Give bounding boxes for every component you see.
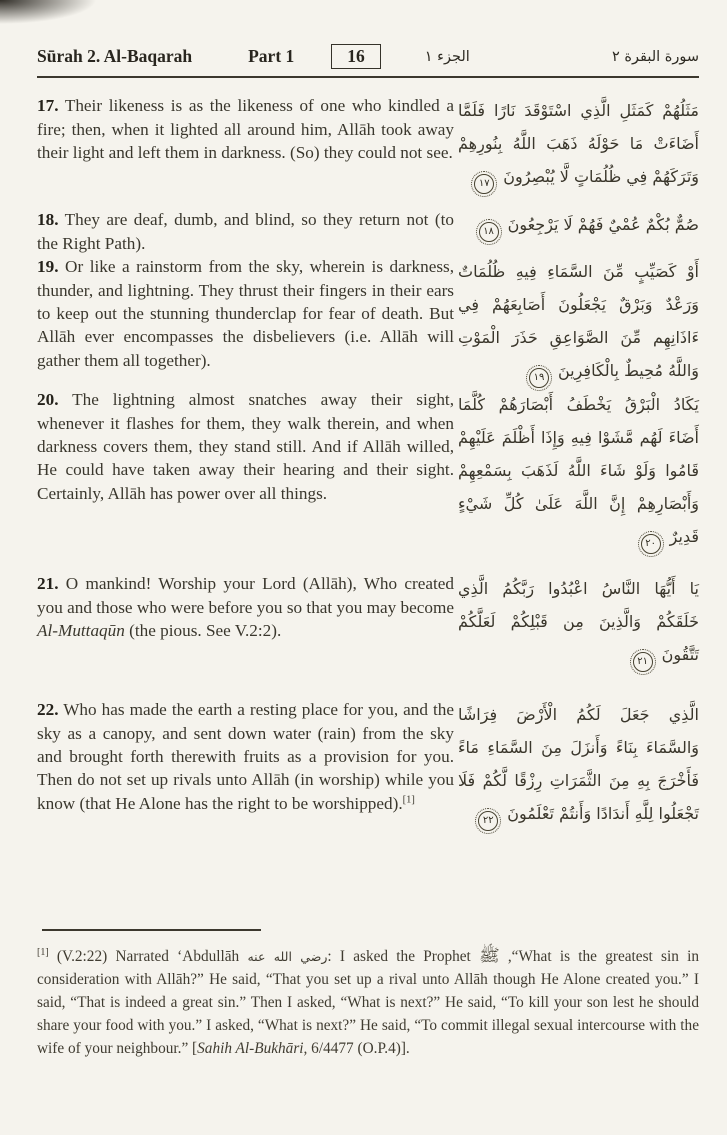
verse-19-number: 19. bbox=[37, 257, 59, 277]
verse-19-arabic-text: أَوْ كَصَيِّبٍ مِّنَ السَّمَاءِ فِيهِ ظُلُمَاتٌ وَرَعْدٌ وَبَرْقٌ يَجْعَلُونَ أَصَابِعَهُمْ فِي ءَاذَانِهِم مِّنَ الصَّوَاعِقِ حَذَرَ الْمَوْتِ وَاللَّهُ مُحِيطٌ بِالْكَافِرِينَ bbox=[458, 262, 699, 381]
footnote-divider bbox=[42, 929, 261, 931]
surah-title-arabic: سورة البقرة ٢ bbox=[611, 48, 699, 65]
page-number: 16 bbox=[347, 46, 365, 66]
verse-17-arabic-text: مَثَلُهُمْ كَمَثَلِ الَّذِي اسْتَوْقَدَ نَارًا فَلَمَّا أَضَاءَتْ مَا حَوْلَهُ ذَهَبَ اللَّهُ بِنُورِهِمْ وَتَرَكَهُمْ فِي ظُلُمَاتٍ لَّا يُبْصِرُونَ bbox=[458, 101, 699, 187]
verse-17-english bbox=[37, 94, 454, 194]
verse-row-19 bbox=[37, 255, 699, 388]
verse-row-20 bbox=[37, 388, 699, 554]
ayah-end-medallion bbox=[633, 652, 653, 672]
verse-21-arabic bbox=[458, 572, 699, 672]
footnote-source-italic: Sahih Al-Bukhāri, bbox=[197, 1040, 308, 1058]
footnote-text-1: (V.2:22) Narrated ‘Abdullāh bbox=[48, 948, 248, 966]
verse-19-english-text: Or like a rainstorm from the sky, wherein is darkness, thunder, and lightning. They thrust their fingers in their ears to keep out the stunning thunderclap for fear of death. But Allāh ever encompasses the disbelievers (i.e. Allāh will gather them all together). bbox=[37, 257, 454, 370]
verse-18-number: 18. bbox=[37, 210, 59, 230]
ayah-end-medallion bbox=[641, 534, 661, 554]
footnote-section bbox=[37, 929, 699, 1060]
surah-title-english: Sūrah 2. Al-Baqarah bbox=[37, 46, 193, 66]
verse-21-number: 21. bbox=[37, 574, 59, 594]
verse-21-english bbox=[37, 572, 454, 672]
verse-21-arabic-text: يَا أَيُّهَا النَّاسُ اعْبُدُوا رَبَّكُمُ الَّذِي خَلَقَكُمْ وَالَّذِينَ مِن قَبْلِكُمْ لَعَلَّكُمْ تَتَّقُونَ bbox=[458, 579, 699, 665]
verse-row-17 bbox=[37, 94, 699, 194]
verse-20-arabic-text: يَكَادُ الْبَرْقُ يَخْطَفُ أَبْصَارَهُمْ كُلَّمَا أَضَاءَ لَهُم مَّشَوْا فِيهِ وَإِذَا أَظْلَمَ عَلَيْهِمْ قَامُوا وَلَوْ شَاءَ اللَّهُ لَذَهَبَ بِسَمْعِهِمْ وَأَبْصَارِهِمْ إِنَّ اللَّهَ عَلَىٰ كُلِّ شَيْءٍ قَدِيرٌ bbox=[458, 395, 699, 547]
verse-21-term-italic: Al-Muttaqūn bbox=[37, 620, 125, 640]
verse-17-arabic bbox=[458, 94, 699, 194]
verse-17-number: 17. bbox=[37, 96, 59, 116]
ayah-end-medallion bbox=[474, 174, 494, 194]
ayah-number: ١٧ bbox=[478, 178, 490, 190]
verse-22-number: 22. bbox=[37, 700, 59, 720]
verse-22-english-text: Who has made the earth a resting place for you, and the sky as a canopy, and sent down water (rain) from the sky and brought forth therewith fruits as a provision for you. Then do not set up rivals unto Allāh (in worship) while you know (that He Alone has the right to be worshipped). bbox=[37, 700, 454, 813]
verse-22-arabic-text: الَّذِي جَعَلَ لَكُمُ الْأَرْضَ فِرَاشًا وَالسَّمَاءَ بِنَاءً وَأَنزَلَ مِنَ السَّمَاءِ مَاءً فَأَخْرَجَ بِهِ مِنَ الثَّمَرَاتِ رِزْقًا لَّكُمْ فَلَا تَجْعَلُوا لِلَّهِ أَندَادًا وَأَنتُمْ تَعْلَمُونَ bbox=[458, 705, 699, 824]
ayah-number: ٢٢ bbox=[482, 815, 494, 827]
ayah-end-medallion bbox=[479, 222, 499, 242]
verse-21-english-text-end: (the pious. See V.2:2). bbox=[124, 620, 282, 640]
page-number-box bbox=[331, 44, 381, 69]
ayah-number: ١٩ bbox=[533, 372, 545, 384]
verse-20-number: 20. bbox=[37, 390, 59, 410]
verse-18-english-text: They are deaf, dumb, and blind, so they return not (to the Right Path). bbox=[37, 210, 454, 253]
verse-17-english-text: Their likeness is as the likeness of one who kindled a fire; then, when it lighted all around him, Allāh took away their light and left them in darkness. (So) they could not see. bbox=[37, 96, 454, 163]
ayah-end-medallion bbox=[478, 811, 498, 831]
verse-21-english-text: O mankind! Worship your Lord (Allāh), Who created you and those who were before you so that you may become bbox=[37, 574, 455, 617]
part-label: Part 1 bbox=[248, 46, 295, 66]
verse-22-english bbox=[37, 698, 454, 831]
ayah-number: ٢٠ bbox=[645, 538, 657, 550]
verses-section bbox=[37, 94, 699, 831]
scan-artifact bbox=[0, 0, 96, 24]
prophet-salutation-glyph: ﷺ bbox=[479, 946, 500, 967]
footnote-marker: [1] bbox=[37, 947, 49, 958]
verse-19-arabic bbox=[458, 255, 699, 388]
verse-20-english bbox=[37, 388, 454, 554]
verse-row-21 bbox=[37, 572, 699, 672]
verse-20-english-text: The lightning almost snatches away their sight, whenever it flashes for them, they walk therein, and when darkness covers them, they stand still. And if Allāh willed, He could have taken away their hearing and their sight. Certainly, Allāh has power over all things. bbox=[37, 390, 454, 503]
footnote-arabic-honorific: رضي الله عنه bbox=[247, 949, 328, 965]
verse-row-22 bbox=[37, 698, 699, 831]
verse-18-arabic bbox=[458, 208, 699, 255]
verse-18-arabic-text: صُمٌّ بُكْمٌ عُمْيٌ فَهُمْ لَا يَرْجِعُونَ bbox=[507, 215, 699, 235]
verse-20-arabic bbox=[458, 388, 699, 554]
page-header bbox=[37, 44, 699, 69]
ayah-number: ٢١ bbox=[637, 656, 648, 668]
ayah-end-medallion bbox=[529, 368, 549, 388]
verse-19-english bbox=[37, 255, 454, 388]
footnote-text-3: ,“What is the greatest sin in consideration with Allāh?” He said, “That you set up a rival unto Allāh though He Alone created you.” I said, “That is indeed a great sin.” Then I asked, “What is next?” He said, “To kill your son lest he should share your food with you.” I asked, “What is next?” He said, “To commit illegal sexual intercourse with the wife of your neighbour.” [ bbox=[37, 948, 700, 1058]
ayah-number: ١٨ bbox=[483, 226, 494, 238]
juz-label-arabic: الجزء ١ bbox=[424, 48, 470, 65]
footnote-text-4: 6/4477 (O.P.4)]. bbox=[307, 1040, 410, 1058]
verse-18-english bbox=[37, 208, 454, 255]
footnote-paragraph bbox=[37, 941, 699, 1060]
verse-row-18 bbox=[37, 208, 699, 255]
verse-22-arabic bbox=[458, 698, 699, 831]
footnote-reference: [1] bbox=[402, 794, 415, 805]
footnote-text-2: : I asked the Prophet bbox=[327, 948, 480, 966]
header-divider bbox=[37, 76, 699, 78]
